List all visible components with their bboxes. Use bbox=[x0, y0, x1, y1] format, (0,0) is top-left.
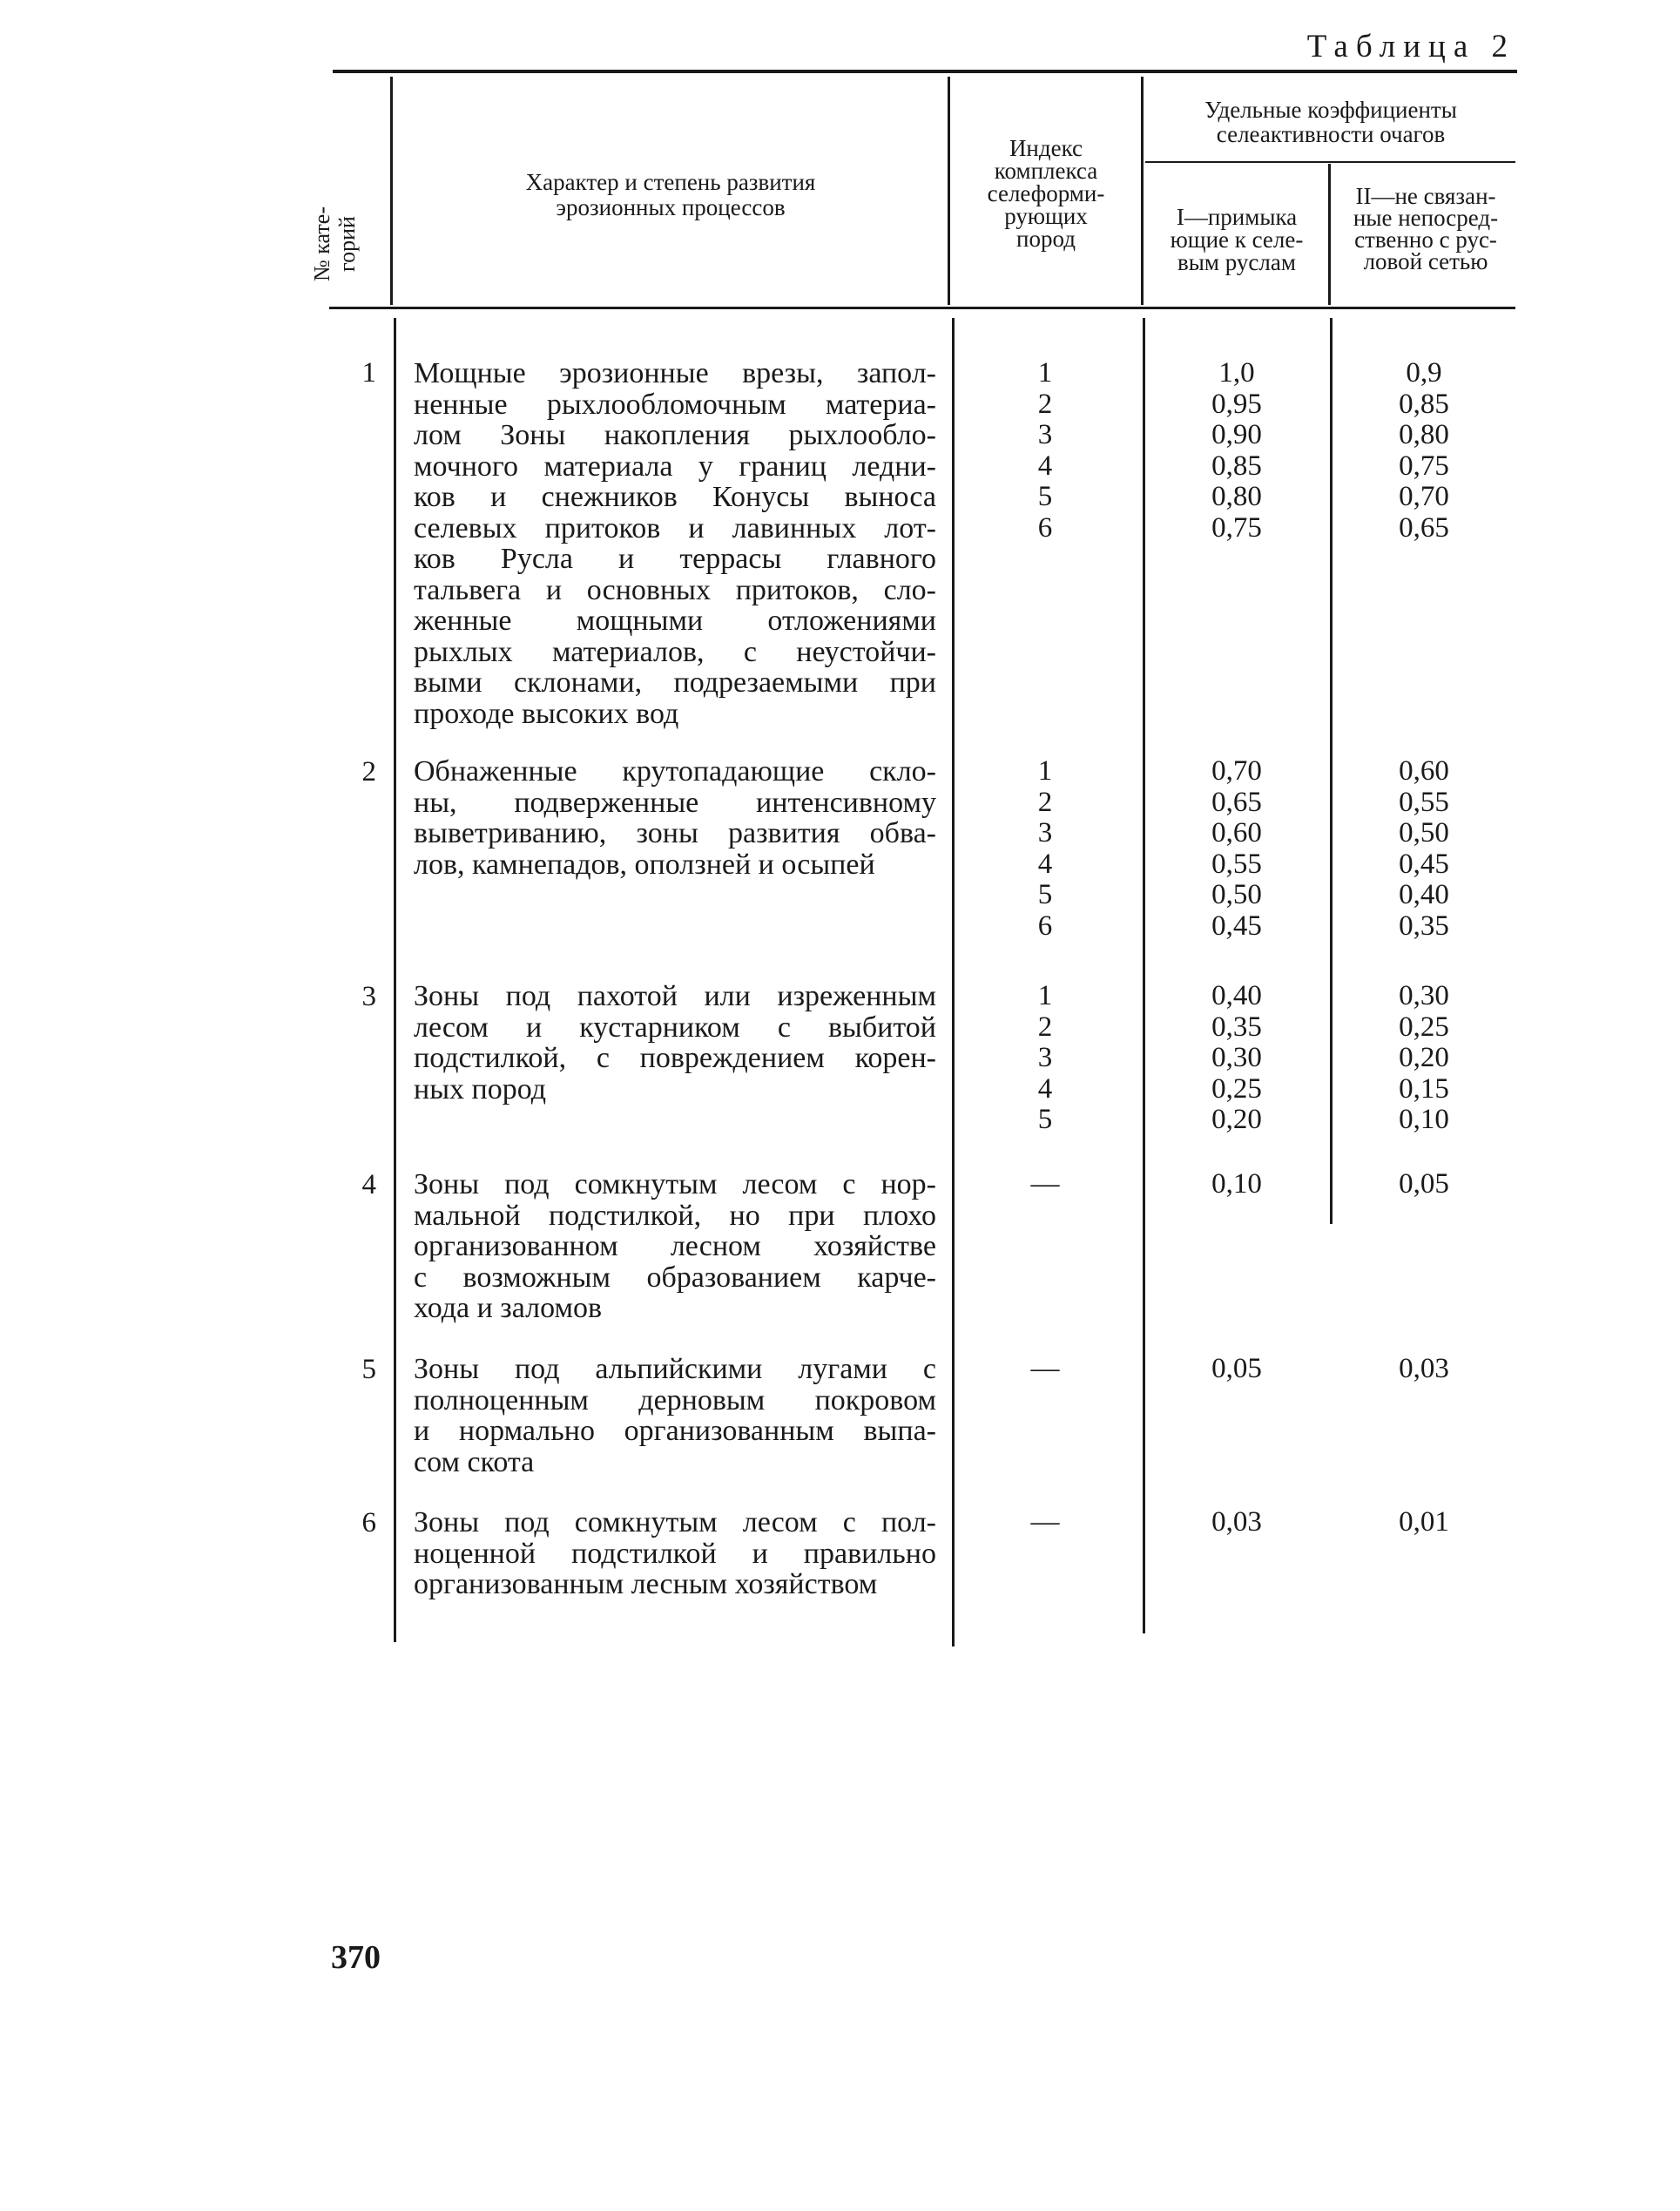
coef2-value: 0,03 bbox=[1399, 1353, 1449, 1384]
index-value: 6 bbox=[1037, 909, 1053, 942]
header-sub1-line: вым руслам bbox=[1177, 249, 1296, 275]
desc-line: ных пород bbox=[414, 1072, 547, 1106]
header-sub1 bbox=[1145, 206, 1328, 274]
header-col-rule-1 bbox=[390, 77, 393, 305]
coef2-value: 0,01 bbox=[1399, 1506, 1449, 1538]
coef2-value: 0,15 bbox=[1399, 1072, 1449, 1105]
row-number: 3 bbox=[361, 981, 376, 1012]
header-bottom-rule bbox=[329, 307, 1515, 309]
index-cell bbox=[1002, 1507, 1089, 1538]
desc-line: и нормально организованным выпа- bbox=[414, 1415, 936, 1447]
row-description bbox=[414, 1507, 936, 1600]
desc-line: мочного материала у границ ледни- bbox=[414, 450, 936, 483]
header-index bbox=[954, 137, 1138, 250]
desc-line: Обнаженные крутопадающие скло- bbox=[414, 755, 936, 788]
index-value: — bbox=[1030, 1506, 1060, 1538]
coef2-value: 0,9 bbox=[1406, 357, 1442, 389]
desc-line: селевых притоков и лавинных лот- bbox=[414, 511, 936, 544]
coef2-cell bbox=[1333, 1507, 1515, 1538]
header-category-text: № кате- горий bbox=[309, 206, 360, 281]
coef2-value: 0,35 bbox=[1399, 909, 1449, 942]
header-sub2-line: ные непосред- bbox=[1353, 205, 1499, 231]
index-cell bbox=[1002, 756, 1089, 942]
coef1-value: 0,60 bbox=[1211, 817, 1262, 849]
index-value: 1 bbox=[1037, 357, 1053, 389]
index-value: 2 bbox=[1037, 1011, 1053, 1043]
desc-line: Зоны под пахотой или изреженным bbox=[414, 980, 936, 1012]
desc-line: организованном лесном хозяйстве bbox=[414, 1230, 936, 1262]
coef2-cell bbox=[1333, 981, 1515, 1136]
desc-line: полноценным дерновым покровом bbox=[414, 1383, 936, 1417]
coef1-value: 0,55 bbox=[1211, 848, 1262, 880]
coef2-value: 0,20 bbox=[1399, 1042, 1449, 1073]
coef2-value: 0,85 bbox=[1399, 388, 1449, 420]
coef1-value: 0,70 bbox=[1211, 755, 1262, 787]
header-character-line: Характер и степень развития bbox=[525, 169, 816, 195]
header-index-line: комплекса bbox=[994, 158, 1098, 184]
desc-line: выветриванию, зоны развития обва- bbox=[414, 817, 936, 849]
header-col-rule-4 bbox=[1328, 164, 1331, 305]
header-sub1-line: I—примыка bbox=[1176, 204, 1298, 230]
coef2-value: 0,10 bbox=[1399, 1104, 1449, 1135]
coef1-value: 0,50 bbox=[1211, 879, 1262, 910]
desc-line: ков и снежников Конусы выноса bbox=[414, 481, 936, 513]
index-value: 2 bbox=[1037, 786, 1053, 818]
header-col-rule-3 bbox=[1141, 77, 1144, 305]
desc-line: лесом и кустарником с выбитой bbox=[414, 1011, 936, 1044]
coef2-value: 0,60 bbox=[1399, 755, 1449, 787]
header-sub2 bbox=[1334, 183, 1517, 274]
header-index-line: селеформи- bbox=[987, 180, 1105, 206]
row-description bbox=[414, 358, 936, 729]
desc-line: подстилкой, с повреждением корен- bbox=[414, 1042, 936, 1074]
coef2-value: 0,30 bbox=[1399, 980, 1449, 1011]
index-value: 3 bbox=[1037, 817, 1053, 849]
coef1-value: 0,80 bbox=[1211, 481, 1262, 512]
index-value: 4 bbox=[1037, 1072, 1053, 1105]
desc-line: лов, камнепадов, оползней и осыпей bbox=[414, 848, 875, 881]
desc-line: ков Русла и террасы главного bbox=[414, 543, 936, 575]
index-value: 5 bbox=[1037, 879, 1053, 910]
header-coef-line: селеактивности очагов bbox=[1216, 121, 1446, 147]
desc-line: тальвега и основных притоков, сло- bbox=[414, 573, 936, 606]
top-rule bbox=[333, 70, 1517, 73]
coef1-value: 0,10 bbox=[1211, 1168, 1262, 1200]
index-value: 1 bbox=[1037, 980, 1053, 1011]
index-value: — bbox=[1030, 1168, 1060, 1200]
coef1-value: 0,25 bbox=[1211, 1072, 1262, 1105]
coef1-cell bbox=[1145, 1354, 1328, 1385]
coef2-value: 0,65 bbox=[1399, 511, 1449, 544]
desc-line: Зоны под сомкнутым лесом с нор- bbox=[414, 1168, 936, 1200]
coef2-value: 0,05 bbox=[1399, 1168, 1449, 1200]
header-sub2-line: ственно с рус- bbox=[1354, 227, 1497, 253]
coef-divider-rule bbox=[1145, 161, 1515, 163]
coef1-value: 0,35 bbox=[1211, 1011, 1262, 1043]
desc-line: хода и заломов bbox=[414, 1292, 603, 1324]
header-character bbox=[396, 170, 945, 220]
desc-line: сом скота bbox=[414, 1445, 535, 1478]
row-description bbox=[414, 981, 936, 1105]
index-value: 6 bbox=[1037, 511, 1053, 544]
coef2-value: 0,25 bbox=[1399, 1011, 1449, 1043]
coef2-cell bbox=[1333, 358, 1515, 544]
coef1-value: 0,65 bbox=[1211, 786, 1262, 818]
coef2-value: 0,40 bbox=[1399, 879, 1449, 910]
coef1-value: 0,40 bbox=[1211, 980, 1262, 1011]
coef1-cell bbox=[1145, 1507, 1328, 1538]
coef1-cell bbox=[1145, 358, 1328, 544]
index-value: 5 bbox=[1037, 1104, 1053, 1135]
desc-line: организованным лесным хозяйством bbox=[414, 1568, 878, 1600]
coef1-value: 1,0 bbox=[1218, 357, 1255, 389]
header-index-line: рующих bbox=[1004, 203, 1088, 229]
coef1-cell bbox=[1145, 981, 1328, 1136]
index-cell bbox=[1002, 358, 1089, 544]
coef2-cell bbox=[1333, 756, 1515, 942]
coef1-value: 0,75 bbox=[1211, 511, 1262, 544]
index-cell bbox=[1002, 981, 1089, 1136]
desc-line: Зоны под сомкнутым лесом с пол- bbox=[414, 1506, 936, 1538]
desc-line: выми склонами, подрезаемыми при bbox=[414, 666, 936, 699]
row-description bbox=[414, 1354, 936, 1477]
coef1-value: 0,03 bbox=[1211, 1506, 1262, 1538]
desc-line: женные мощными отложениями bbox=[414, 605, 936, 637]
desc-line: рыхлых материалов, с неустойчи- bbox=[414, 635, 936, 668]
header-coef-line: Удельные коэффициенты bbox=[1204, 97, 1457, 123]
header-sub2-line: ловой сетью bbox=[1363, 248, 1488, 274]
desc-line: проходе высоких вод bbox=[414, 697, 679, 730]
header-coef bbox=[1148, 98, 1514, 146]
index-value: 4 bbox=[1037, 848, 1053, 880]
coef1-cell bbox=[1145, 1169, 1328, 1200]
row-number: 1 bbox=[361, 357, 376, 389]
header-index-line: Индекс bbox=[1009, 135, 1083, 161]
body-col-rule-1 bbox=[394, 318, 396, 1642]
page-number: 370 bbox=[331, 1939, 381, 1976]
desc-line: с возможным образованием карче- bbox=[414, 1261, 936, 1294]
coef1-value: 0,90 bbox=[1211, 419, 1262, 450]
index-value: 3 bbox=[1037, 1042, 1053, 1073]
coef1-value: 0,95 bbox=[1211, 388, 1262, 420]
desc-line: лом Зоны накопления рыхлообло- bbox=[414, 419, 936, 451]
coef1-cell bbox=[1145, 756, 1328, 942]
index-value: — bbox=[1030, 1353, 1060, 1384]
index-value: 4 bbox=[1037, 450, 1053, 482]
header-index-line: пород bbox=[1016, 226, 1076, 252]
coef1-value: 0,45 bbox=[1211, 909, 1262, 942]
coef2-cell bbox=[1333, 1169, 1515, 1200]
header-character-line: эрозионных процессов bbox=[556, 194, 786, 220]
coef2-value: 0,70 bbox=[1399, 481, 1449, 512]
row-description bbox=[414, 756, 936, 880]
row-description bbox=[414, 1169, 936, 1324]
coef2-value: 0,75 bbox=[1399, 450, 1449, 482]
index-cell bbox=[1002, 1354, 1089, 1385]
coef2-value: 0,80 bbox=[1399, 419, 1449, 450]
desc-line: Мощные эрозионные врезы, запол- bbox=[414, 357, 936, 389]
table-caption: Таблица 2 bbox=[1306, 29, 1515, 64]
index-value: 2 bbox=[1037, 388, 1053, 420]
body-col-rule-2 bbox=[952, 318, 955, 1646]
row-number: 6 bbox=[361, 1507, 376, 1538]
coef1-value: 0,20 bbox=[1211, 1104, 1262, 1135]
desc-line: ноценной подстилкой и правильно bbox=[414, 1537, 936, 1570]
row-number: 5 bbox=[361, 1354, 376, 1385]
header-sub1-line: ющие к селе- bbox=[1170, 227, 1304, 253]
desc-line: ненные рыхлообломочным материа- bbox=[414, 388, 936, 421]
desc-line: мальной подстилкой, но при плохо bbox=[414, 1199, 936, 1232]
index-value: 5 bbox=[1037, 481, 1053, 512]
coef2-value: 0,45 bbox=[1399, 848, 1449, 880]
desc-line: Зоны под альпийскими лугами с bbox=[414, 1353, 936, 1385]
index-value: 3 bbox=[1037, 419, 1053, 450]
coef1-value: 0,30 bbox=[1211, 1042, 1262, 1073]
header-sub2-line: II—не связан- bbox=[1355, 183, 1496, 209]
header-col-rule-2 bbox=[948, 77, 950, 305]
row-number: 2 bbox=[361, 756, 376, 788]
index-value: 1 bbox=[1037, 755, 1053, 787]
coef1-value: 0,05 bbox=[1211, 1353, 1262, 1384]
index-cell bbox=[1002, 1169, 1089, 1200]
desc-line: ны, подверженные интенсивному bbox=[414, 786, 936, 819]
row-number: 4 bbox=[361, 1169, 376, 1200]
coef2-cell bbox=[1333, 1354, 1515, 1385]
coef2-value: 0,50 bbox=[1399, 817, 1449, 849]
coef2-value: 0,55 bbox=[1399, 786, 1449, 818]
coef1-value: 0,85 bbox=[1211, 450, 1262, 482]
